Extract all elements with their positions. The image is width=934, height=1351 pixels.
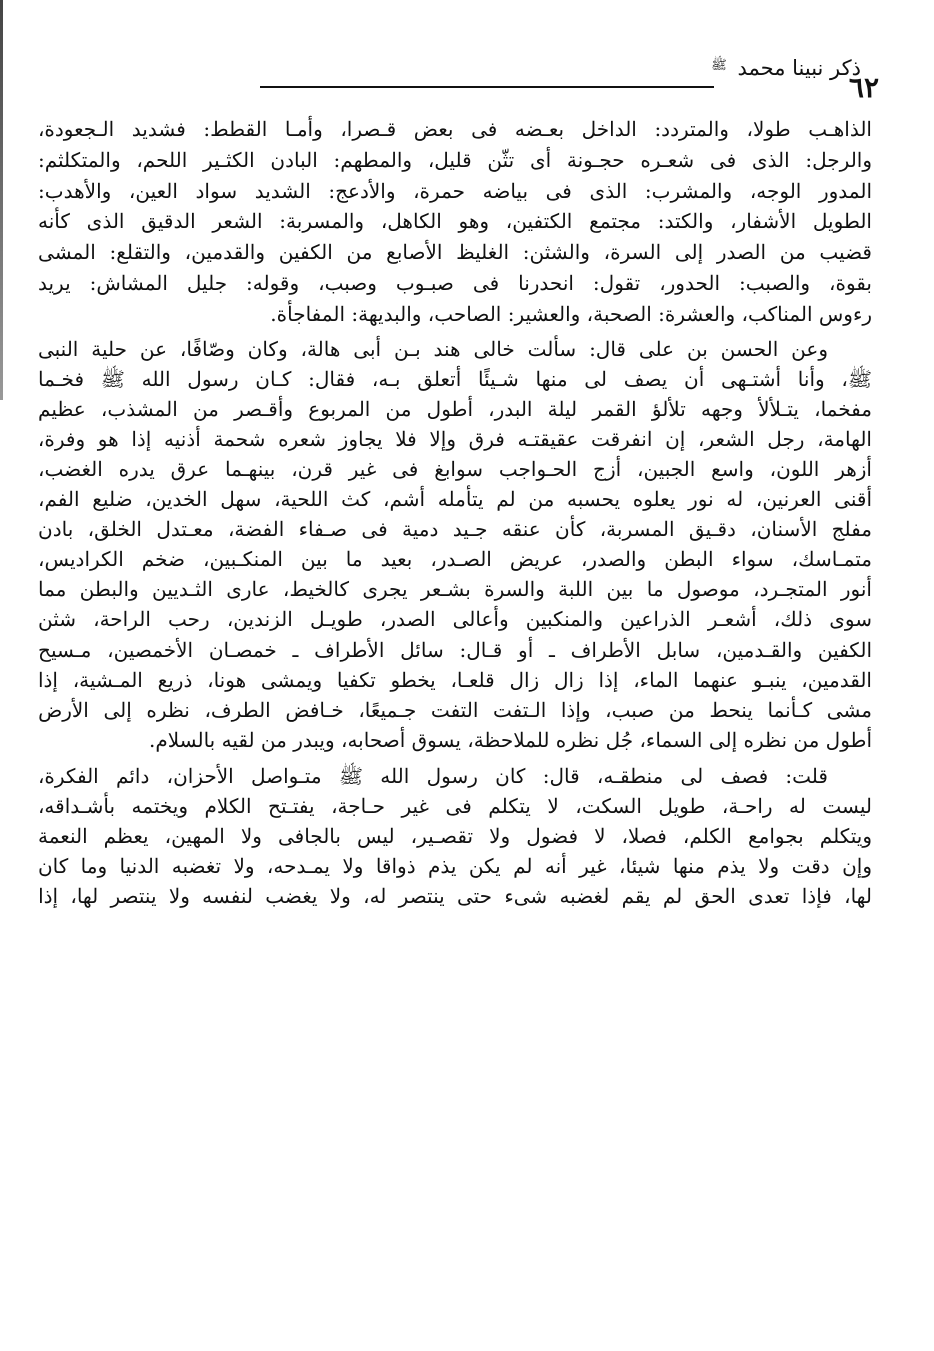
page-header — [40, 52, 879, 102]
text-line: سوى ذلك، أشعـر الذراعين والمنكبين وأعالى الصدر، طويـل الزندين، رحب الراحة، شثن — [38, 607, 872, 632]
text-line: وإن دقت ولا يذم منها شيئا، غير أنه لم يكن يذم ذواقا ولا يمـدحه، ولا تغضبه الدنيا وما كان — [38, 854, 872, 879]
glossary-paragraph — [38, 114, 872, 330]
scan-page-edge — [0, 0, 3, 400]
text-line: أنور المتجـرد، موصول ما بين اللبة والسرة بشـعر يجرى كالخيط، عارى الثـديين والبطن مما — [38, 577, 872, 602]
hadith-paragraph — [38, 334, 872, 755]
text-line: القدمين، ينبـو عنهما الماء، إذا زال زال قلعـا، يخطو تكفيا ويمشى هونا، ذريع المـشية، إذا — [38, 667, 872, 692]
text-line: والرجل: الذى فى شعـره حجـونة أى تثّن قليل، والمطهم: البادن الكثـير اللحم، والمتكلثم: — [38, 147, 872, 172]
blessing-seal: ﷺ — [711, 58, 727, 73]
running-title-text: ذكر نبينا محمد — [737, 56, 861, 80]
text-line: قضيب من الصدر إلى السرة، والشثن: الغليظ الأصابع من الكفين والقدمين، والتقلع: المشى — [38, 240, 872, 265]
text-line: أقنى العرنين، له نور يعلوه يحسبه من لم يتأمله أشم، كث اللحية، سهل الخدين، ضليع الفم، — [38, 487, 872, 512]
text-line: لها، فإذا تعدى الحق لم يقم لغضبه شىء حتى ينتصر له، ولا يغضب لنفسه ولا ينتصر لها، إذا — [38, 884, 872, 909]
running-title — [711, 52, 861, 82]
text-line: أزهر اللون، واسع الجبين، أزج الحـواجب سوابغ فى غير قرن، بينهـما عرق يدره الغضب، — [38, 456, 872, 481]
text-line: أطول من نظره إلى السماء، جُل نظره للملاحظة، يسوق أصحابه، ويبدر من لقيه بالسلام. — [148, 727, 872, 752]
text-line: المدور الوجه، والمشرب: الذى فى بياضه حمرة، والأدعج: الشديد سواد العين، والأهدب: — [38, 178, 872, 203]
text-line: ﷺ، وأنا أشتـهى أن يصف لى منها شـيئًا أتعلق بـه، فقال: كـان رسول الله ﷺ فخـما — [38, 366, 872, 391]
text-line: مفخما، يتـلألأ وجهه تلألؤ القمر ليلة البدر، أطول من المربوع وأقـصر من المشذب، عظيم — [38, 396, 872, 421]
text-line: رءوس المناكب، والعشرة: الصحبة، والعشير: الصاحب، والبديهة: المفاجأة. — [270, 301, 872, 326]
text-line: متمـاسك، سواء البطن والصدر، عريض الصـدر، بعيد ما بين المنكـبين، ضخم الكراديس، — [38, 547, 872, 572]
text-line: ليست له راحـة، طويل السكت، لا يتكلم فى غير حـاجة، يفتـتح الكلام ويختمه بأشـداقه، — [38, 793, 872, 818]
text-line: وعن الحسن بن على قال: سألت خالى هند بـن أبى هالة، وكان وصّافًا، عن حلية النبى — [38, 336, 828, 361]
page-number: ٦٢ — [848, 71, 879, 104]
text-line: الهامة، رجل الشعر، إن انفرقت عقيقتـه فرق وإلا فلا يجاوز شعره شحمة أذنيه إذا هو وفرة، — [38, 426, 872, 451]
text-line: الكفين والقـدمين، سابل الأطراف ـ أو قـال: سائل الأطراف ـ خمصـان الأخمصين، مـسيح — [38, 637, 872, 662]
text-line: بقوة، والصبب: الحدور، تقول: انحدرنا فى صبـوب وصبب، وقوله: جليل المشاش: يريد — [38, 270, 872, 295]
text-line: مفلج الأسنان، دقـيق المسربة، كأن عنقه جـيد دمية فى صـفاء الفضة، معـتدل الخلق، بادن — [38, 517, 872, 542]
header-rule — [260, 86, 714, 88]
page-body — [38, 114, 872, 911]
text-line: الذاهـب طولا، والمتردد: الداخل بعـضه فى بعض قـصرا، وأمـا القطط: فشديد الـجعودة، — [38, 117, 872, 141]
text-line: الطويل الأشفار، والكتد: مجتمع الكتفين، وهو الكاهل، والمسربة: الشعر الدقيق الذى كأنه — [38, 209, 872, 234]
speech-description-paragraph — [38, 761, 872, 911]
text-line: قلت: فصف لى منطقـه، قال: كان رسول الله ﷺ متـواصل الأحزان، دائم الفكرة، — [38, 763, 828, 788]
text-line: مشى كـأنما ينحط من صبب، وإذا الـتفت التفت جـميعًا، خـافض الطرف، نظره إلى الأرض — [38, 697, 872, 722]
text-line: ويتكلم بجوامع الكلم، فصلا، لا فضول ولا تقصـير، ليس بالجافى ولا المهين، يعظم النعمة — [38, 824, 872, 849]
